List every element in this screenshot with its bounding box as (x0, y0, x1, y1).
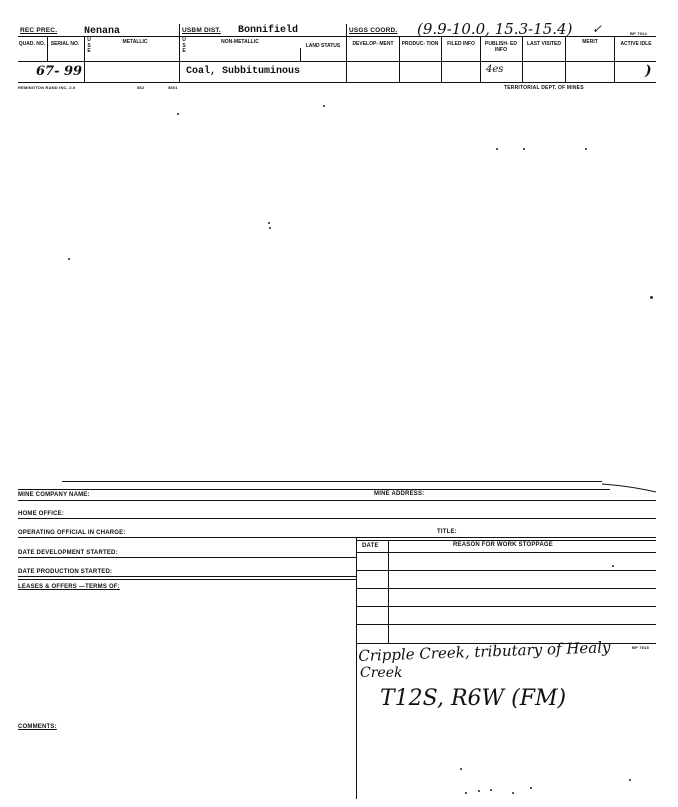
speck (460, 768, 462, 770)
date-header: DATE (362, 543, 379, 549)
col-land-status: LAND STATUS (305, 43, 341, 49)
speck (612, 565, 614, 567)
form-rule (18, 537, 656, 538)
speck (512, 792, 514, 794)
printer-text: REMINGTON RAND INC. 2.0 (18, 85, 76, 90)
form-code-top: BP 7914 (630, 31, 647, 36)
col-divider (47, 37, 48, 61)
col-quad-no: QUAD. NO. (18, 41, 46, 47)
reason-header: REASON FOR WORK STOPPAGE (453, 542, 553, 548)
col-divider (441, 37, 442, 82)
usbm-dist-value: Bonnifield (238, 25, 299, 36)
date-development-label: DATE DEVELOPMENT STARTED: (18, 550, 118, 556)
speck (465, 792, 467, 794)
commodity-value: Coal, Subbituminous (186, 66, 301, 77)
form-rule (18, 500, 656, 501)
usgs-coord-label: USGS COORD. (349, 27, 398, 34)
speck (269, 227, 271, 229)
col-divider (179, 24, 180, 82)
speck (323, 105, 325, 107)
header-bottom-rule (18, 82, 656, 83)
handwritten-location-line-1: Cripple Creek, tributary of Healy (358, 638, 611, 665)
col-divider (565, 37, 566, 82)
col-active-idle: ACTIVE IDLE (620, 41, 652, 47)
col-published-info: PUBLISH- ED INFO (485, 41, 517, 53)
table-rule (356, 552, 656, 553)
col-production: PRODUC- TION (401, 41, 439, 47)
speck (490, 789, 492, 791)
speck (530, 787, 532, 789)
col-filed-info: FILED INFO (447, 41, 475, 47)
col-serial-no: SERIAL NO. (50, 41, 80, 47)
home-office-label: HOME OFFICE: (18, 511, 65, 517)
rec-prec-value: Nenana (84, 26, 121, 37)
printer-num-1: 582 (137, 85, 145, 90)
usgs-coord-value: (9.9-10.0, 15.3-15.4) (417, 20, 573, 38)
col-use-2: U S E (182, 37, 186, 54)
col-merit: MERIT (582, 39, 598, 45)
col-divider (346, 24, 347, 82)
form-top-rule (18, 489, 610, 490)
form-top-faint-rule (62, 481, 602, 482)
mine-company-name-label: MINE COMPANY NAME: (18, 492, 90, 498)
form-corner-curve (600, 480, 660, 496)
speck (478, 790, 480, 792)
col-divider (480, 37, 481, 82)
date-production-label: DATE PRODUCTION STARTED: (18, 569, 113, 575)
col-divider (300, 48, 301, 61)
table-rule (356, 624, 656, 625)
comments-label: COMMENTS: (18, 724, 57, 730)
handwritten-location-line-2: Creek (360, 665, 403, 681)
col-use-1: U S E (87, 37, 91, 54)
col-last-visited: LAST VISITED (527, 41, 561, 47)
form-rule-thin (18, 579, 356, 580)
speck (585, 148, 587, 150)
table-rule (356, 588, 656, 589)
check-mark: ✓ (592, 22, 603, 36)
mine-address-label: MINE ADDRESS: (374, 491, 425, 497)
operating-official-label: OPERATING OFFICIAL IN CHARGE: (18, 530, 126, 536)
form-rule (18, 576, 356, 577)
speck (496, 148, 498, 150)
form-rule (18, 557, 356, 558)
speck (268, 222, 270, 224)
speck (650, 296, 653, 299)
col-divider (614, 37, 615, 82)
speck (68, 258, 70, 260)
usbm-dist-label: USBM DIST. (182, 27, 221, 34)
handwritten-township-range: T12S, R6W (FM) (380, 686, 567, 711)
form-rule (18, 518, 656, 519)
speck (177, 113, 179, 115)
speck (523, 148, 525, 150)
quad-serial-value: 67- 99 (36, 64, 83, 79)
header-mid-rule (18, 61, 656, 62)
col-development: DEVELOP- MENT (352, 41, 394, 47)
col-non-metallic: NON-METALLIC (221, 39, 259, 45)
rec-prec-label: REC PREC. (20, 27, 58, 34)
col-metallic: METALLIC (122, 39, 148, 45)
leases-offers-label: LEASES & OFFERS —TERMS OF: (18, 584, 120, 590)
table-rule (356, 570, 656, 571)
table-rule (356, 606, 656, 607)
form-rule-thin (356, 540, 656, 541)
col-divider (522, 37, 523, 82)
active-idle-mark: ) (645, 63, 652, 79)
published-info-value: 4es (486, 64, 504, 75)
col-divider (399, 37, 400, 82)
table-left-edge (356, 537, 357, 799)
title-label: TITLE: (437, 529, 457, 535)
speck (629, 779, 631, 781)
form-code-bottom: BP 7915 (632, 645, 649, 650)
printer-num-2: 5801 (168, 85, 178, 90)
table-divider (388, 540, 389, 643)
col-divider (84, 37, 85, 82)
territorial-dept: TERRITORIAL DEPT. OF MINES (504, 85, 584, 91)
